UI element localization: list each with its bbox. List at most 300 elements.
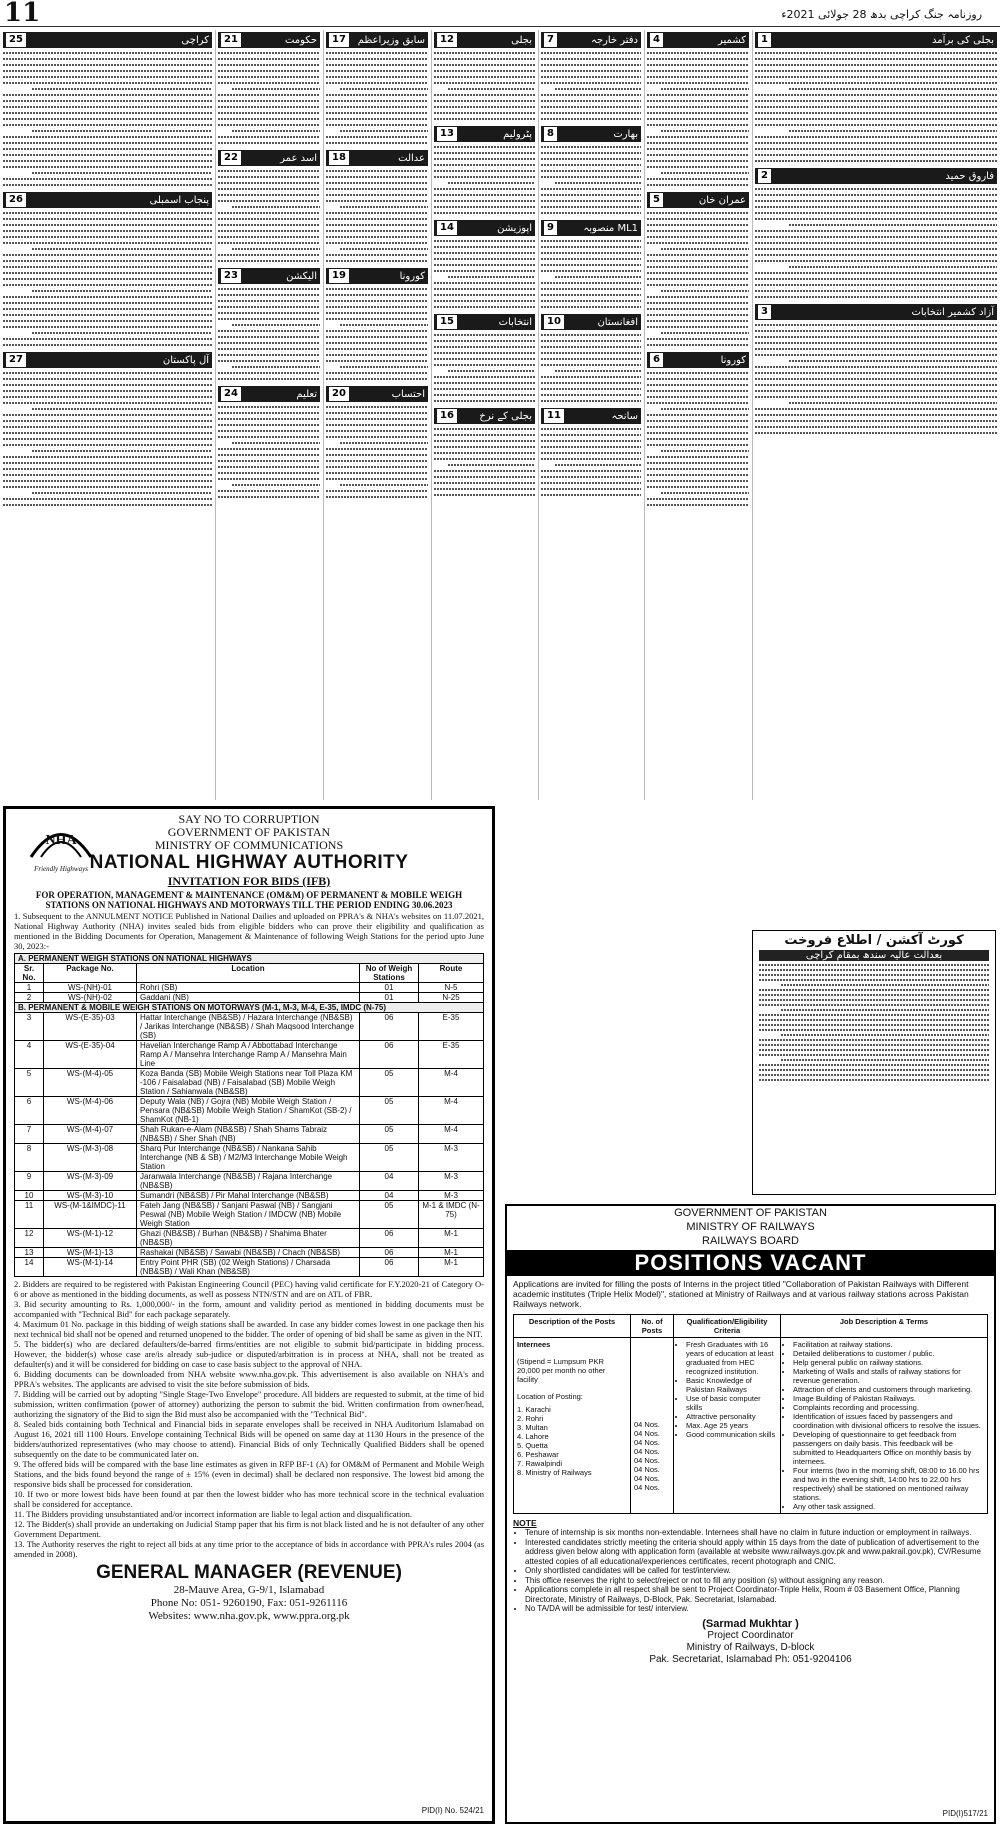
news-story — [3, 352, 212, 506]
story-number: 21 — [221, 33, 241, 47]
table-cell: WS-(M-4)-06 — [44, 1097, 137, 1125]
table-row — [15, 1144, 484, 1172]
nha-logo-text: NHA — [45, 833, 77, 848]
post-stipend: (Stipend = Lumpsum PKR 20,000 per month no other facility — [517, 1357, 606, 1384]
story-heading — [3, 192, 212, 208]
table-cell: 13 — [15, 1248, 44, 1258]
post-description-cell — [514, 1338, 631, 1514]
job-term-item: • Facilitation at railway stations. — [793, 1340, 984, 1349]
table-cell: 14 — [15, 1258, 44, 1277]
post-count-cell — [631, 1338, 674, 1514]
ifb-clause: 8. Sealed bids containing both Technical and Financial bids in separate envelopes shall be received in NHA Auditorium Islamabad on August 16, 2021 till 1100 Hours. Envelope containing Technical Bids will be opened on same day at 1130 Hours in the presence of the bidders/authorized representatives (who may choose to attend). Financial Bids of only Technically Qualified Bidders shall be opened subsequently on the date to be communicated later on. — [14, 1419, 484, 1459]
story-heading — [434, 126, 535, 142]
story-heading — [434, 220, 535, 236]
story-title: پنجاب اسمبلی — [149, 194, 209, 206]
table-cell: M-3 — [419, 1191, 484, 1201]
story-title: بجلی کے نرخ — [479, 410, 532, 422]
story-heading — [541, 126, 641, 142]
story-text — [326, 52, 428, 144]
table-cell: Shah Rukan-e-Alam (NB&SB) / Shah Shams Tabraiz (NB&SB) / Sher Shah (NB) — [137, 1125, 360, 1144]
story-number: 16 — [437, 409, 457, 423]
story-title: احتساب — [391, 388, 425, 400]
table-cell: Jaranwala Interchange (NB&SB) / Rajana Interchange (NB&SB) — [137, 1172, 360, 1191]
table-cell: M-1 — [419, 1258, 484, 1277]
ifb-subtitle: FOR OPERATION, MANAGEMENT & MAINTENANCE (OM&M) OF PERMANENT & MOBILE WEIGH STATIONS ON NATIONAL HIGHWAYS AND MOTORWAYS TILL THE PERIOD ENDING 30.06.2023 — [35, 890, 463, 910]
table-cell: 05 — [360, 1144, 419, 1172]
urdu-column — [644, 30, 753, 800]
location-item: 5. Quetta — [517, 1441, 548, 1450]
note-item: • This office reserves the right to select/reject or not to fill any position (s) without assigning any reason. — [525, 1576, 986, 1586]
positions-vacant-banner: POSITIONS VACANT — [507, 1250, 994, 1276]
sign-line-3: Pak. Secretariat, Islamabad Ph: 051-9204106 — [649, 1653, 852, 1665]
urdu-column — [215, 30, 324, 800]
story-text — [434, 146, 535, 214]
story-text — [541, 240, 641, 308]
note-item: • Only shortlisted candidates will be called for test/interview. — [525, 1566, 986, 1576]
story-text — [647, 372, 749, 506]
table-row — [15, 1191, 484, 1201]
story-title: آل پاکستان — [162, 354, 209, 366]
story-text — [3, 372, 212, 506]
railways-signature-block — [507, 1618, 994, 1666]
ifb-clause: 11. The Bidders providing unsubstantiated and/or incorrect information are liable to legal action and disqualification. — [14, 1509, 412, 1519]
table-row — [15, 1172, 484, 1191]
nha-pid: PID(I) No. 524/21 — [421, 1806, 484, 1815]
story-number: 3 — [758, 305, 771, 319]
news-story — [541, 314, 641, 402]
qualification-item: • Basic Knowledge of Pakistan Railways — [686, 1376, 777, 1394]
table-cell: 2 — [15, 993, 44, 1003]
job-term-item: • Any other task assigned. — [793, 1502, 984, 1511]
story-text — [647, 52, 749, 186]
table-cell: N-25 — [419, 993, 484, 1003]
table-row — [15, 993, 484, 1003]
table-cell: WS-(M-3)-08 — [44, 1144, 137, 1172]
railways-line-1: GOVERNMENT OF PAKISTAN — [674, 1207, 827, 1219]
story-title: الیکشن — [286, 270, 317, 282]
table-cell: 04 — [360, 1191, 419, 1201]
story-text — [434, 52, 535, 120]
col-job-description: Job Description & Terms — [781, 1315, 988, 1338]
table-cell: WS-(M-1)-13 — [44, 1248, 137, 1258]
story-number: 27 — [6, 353, 26, 367]
table-cell: 01 — [360, 983, 419, 993]
note-item: • Applications complete in all respect shall be sent to Project Coordinator-Triple Helix, Room # 03 Basement Office, Planning Directorate, Ministry of Railways, D-Block, Pak. Secretariat, Islamabad. — [525, 1585, 986, 1604]
table-cell: 7 — [15, 1125, 44, 1144]
story-text — [218, 288, 320, 380]
table-row — [15, 1248, 484, 1258]
story-heading — [541, 32, 641, 48]
table-cell: WS-(NH)-01 — [44, 983, 137, 993]
col-description: Description of the Posts — [514, 1315, 631, 1338]
story-heading — [326, 268, 428, 284]
location-posts: 04 Nos. — [634, 1483, 660, 1492]
table-cell: Rohri (SB) — [137, 983, 360, 993]
table-cell: Havelian Interchange Ramp A / Abbottabad Interchange Ramp A / Mansehra Interchange Ramp A / Mansehra Main Line — [137, 1041, 360, 1069]
story-text — [755, 52, 997, 162]
table-cell: M-3 — [419, 1144, 484, 1172]
story-heading — [755, 168, 997, 184]
col-route: Route — [419, 964, 484, 983]
table-cell: 06 — [360, 1248, 419, 1258]
story-number: 4 — [650, 33, 663, 47]
note-title: NOTE — [513, 1518, 537, 1528]
news-story — [3, 32, 212, 186]
news-story — [647, 352, 749, 506]
court-title: کورٹ آکشن / اطلاع فروخت — [784, 933, 964, 948]
nha-phone-line: Phone No: 051- 9260190, Fax: 051-9261116 — [150, 1597, 348, 1609]
location-label: Location of Posting: — [517, 1392, 583, 1401]
table-cell: WS-(M-1&IMDC)-11 — [44, 1201, 137, 1229]
story-heading — [755, 32, 997, 48]
table-cell: WS-(M-3)-09 — [44, 1172, 137, 1191]
story-heading — [218, 32, 320, 48]
table-row — [15, 1125, 484, 1144]
col-sr: Sr. No. — [15, 964, 44, 983]
story-title: تعلیم — [296, 388, 317, 400]
note-item: • Interested candidates strictly meeting the criteria should apply within 15 days from the date of publication of advertisement to the address given below along with application form (available at website www.railways.gov.pk and www.pakrail.gov.pk), CV/Resume attested copies of all educational/experiences certificates, recent photograph and CNIC. — [525, 1538, 986, 1567]
qualification-item: • Fresh Graduates with 16 years of education at least graduated from HEC recognized institution. — [686, 1340, 777, 1376]
court-subtitle: بعدالت عالیہ سندھ بمقام کراچی — [759, 950, 989, 961]
story-number: 1 — [758, 33, 771, 47]
job-term-item: • Identification of issues faced by passengers and coordination with divisional officers to resolve the issues. — [793, 1412, 984, 1430]
table-row — [15, 1201, 484, 1229]
railways-positions-vacant-ad — [505, 1204, 996, 1824]
story-title: کشمیر — [718, 34, 746, 46]
story-text — [755, 324, 997, 434]
nha-address — [6, 1584, 492, 1623]
news-story — [755, 304, 997, 434]
news-story — [434, 314, 535, 402]
story-heading — [541, 408, 641, 424]
story-title: پٹرولیم — [503, 128, 532, 140]
news-story — [326, 150, 428, 262]
story-heading — [3, 32, 212, 48]
ifb-clause: 10. If two or more lowest bids have been found at par then the lowest bidder who has more technical score in the technical evaluation shall be considered for acceptance. — [14, 1489, 484, 1509]
news-story — [218, 150, 320, 262]
story-title: بجلی کی برآمد — [931, 34, 994, 46]
story-number: 9 — [544, 221, 557, 235]
table-cell: E-35 — [419, 1041, 484, 1069]
railways-signatory: (Sarmad Mukhtar ) — [702, 1617, 799, 1630]
table-cell: M-1 — [419, 1229, 484, 1248]
story-title: کورونا — [399, 270, 425, 282]
table-cell: 4 — [15, 1041, 44, 1069]
table-cell: Rashakai (NB&SB) / Sawabi (NB&SB) / Chach (NB&SB) — [137, 1248, 360, 1258]
table-cell: M-1 & IMDC (N-75) — [419, 1201, 484, 1229]
railways-header — [507, 1206, 994, 1248]
location-posts: 04 Nos. — [634, 1420, 660, 1429]
table-row — [15, 1229, 484, 1248]
nha-address-line: 28-Mauve Area, G-9/1, Islamabad — [173, 1584, 325, 1596]
table-cell: 12 — [15, 1229, 44, 1248]
news-story — [326, 386, 428, 498]
story-heading — [434, 314, 535, 330]
news-story — [434, 408, 535, 496]
story-text — [326, 170, 428, 262]
news-story — [326, 268, 428, 380]
story-title: افغانستان — [597, 316, 638, 328]
col-qualification: Qualification/Eligibility Criteria — [674, 1315, 781, 1338]
story-heading — [541, 314, 641, 330]
table-cell: WS-(E-35)-04 — [44, 1041, 137, 1069]
story-title: انتخابات — [498, 316, 532, 328]
story-number: 10 — [544, 315, 564, 329]
ifb-clause: 4. Maximum 01 No. package in this bidding of weigh stations shall be awarded. In case any bidder comes lowest in one package then his next technical bid shall not be opened and returned unopened to the bidder. The order of opening of bid shall be same as given in the NIT. — [14, 1319, 484, 1339]
story-number: 20 — [329, 387, 349, 401]
news-story — [326, 32, 428, 144]
railways-intro: Applications are invited for filling the posts of Interns in the project titled "Collaboration of Pakistan Railways with Different academic institutes (Triple Helix Model)", stationed at Ministry of Railways and at various railway stations across Pakistan Railways network. — [513, 1279, 969, 1309]
table-row — [15, 983, 484, 993]
table-cell: WS-(E-35)-03 — [44, 1013, 137, 1041]
story-heading — [326, 150, 428, 166]
job-term-item: • Help general public on railway stations. — [793, 1358, 984, 1367]
table-cell: 5 — [15, 1069, 44, 1097]
nha-line-1: SAY NO TO CORRUPTION — [178, 812, 320, 826]
story-text — [434, 428, 535, 496]
nha-logo — [16, 817, 106, 877]
story-heading — [541, 220, 641, 236]
railways-line-2: MINISTRY OF RAILWAYS — [686, 1221, 815, 1233]
story-title: کراچی — [181, 34, 209, 46]
news-story — [218, 268, 320, 380]
news-story — [218, 386, 320, 498]
post-title: Internees — [517, 1340, 551, 1349]
story-number: 13 — [437, 127, 457, 141]
story-number: 22 — [221, 151, 241, 165]
urdu-column — [538, 30, 645, 800]
notes-list — [507, 1528, 994, 1614]
table-cell: 05 — [360, 1069, 419, 1097]
location-item: 2. Rohri — [517, 1414, 544, 1423]
table-cell: 05 — [360, 1125, 419, 1144]
job-terms-list — [784, 1340, 984, 1511]
story-text — [755, 188, 997, 298]
table-row — [15, 1013, 484, 1041]
table-cell: 3 — [15, 1013, 44, 1041]
table-cell: WS-(M-4)-05 — [44, 1069, 137, 1097]
table-cell: 10 — [15, 1191, 44, 1201]
ifb-clause: 9. The offered bids will be compared with the base line estimates as given in RFP BF-1 (A) for OM&M of Permanent and Mobile Weigh Stations, and the bids found beyond the range of ± 15% (even in decimal) shall be declared non responsive. The lowest bid among the responsive bids shall be processed for consideration. — [14, 1459, 484, 1489]
location-posts: 04 Nos. — [634, 1447, 660, 1456]
qualification-list — [677, 1340, 777, 1439]
story-text — [326, 288, 428, 380]
table-cell: M-4 — [419, 1069, 484, 1097]
table-row — [15, 1258, 484, 1277]
urdu-column — [752, 30, 1000, 690]
story-number: 12 — [437, 33, 457, 47]
urdu-news-area — [0, 30, 1000, 800]
nha-line-3: MINISTRY OF COMMUNICATIONS — [154, 838, 344, 852]
table-cell: 11 — [15, 1201, 44, 1229]
job-term-item: • Four interns (two in the morning shift, 08:00 to 16.00 hrs and two in the evening shift, 14:00 hrs to 22.00 hrs respectively) shall be stationed on mentioned railway stations. — [793, 1466, 984, 1502]
table-cell: 04 — [360, 1172, 419, 1191]
news-story — [541, 32, 641, 120]
story-number: 11 — [544, 409, 564, 423]
job-term-item: • Image Building of Pakistan Railways. — [793, 1394, 984, 1403]
news-story — [218, 32, 320, 144]
ifb-intro: 1. Subsequent to the ANNULMENT NOTICE Published in National Dailies and uploaded on PPRA's & NHA's websites on 11.07.2021, National Highway Authority (NHA) invites sealed bids from eligible bidders who can prove their eligibility and qualification as mentioned in the Bidding Documents for Operation, Management & Maintenance of following Weigh Stations for the period upto June 30, 2023:- — [14, 911, 484, 951]
col-posts: No. of Posts — [631, 1315, 674, 1338]
story-number: 5 — [650, 193, 663, 207]
news-story — [755, 168, 997, 298]
col-package: Package No. — [44, 964, 137, 983]
location-posts: 04 Nos. — [634, 1438, 660, 1447]
table-cell: WS-(M-3)-10 — [44, 1191, 137, 1201]
table-cell: 05 — [360, 1097, 419, 1125]
qualification-item: • Attractive personality — [686, 1412, 777, 1421]
urdu-column — [0, 30, 216, 800]
location-item: 8. Ministry of Railways — [517, 1468, 592, 1477]
table-cell: Entry Point PHR (SB) (02 Weigh Stations) / Charsada (NB&SB) / Wali Khan (NB&SB) — [137, 1258, 360, 1277]
story-text — [647, 212, 749, 346]
job-term-item: • Attraction of clients and customers through marketing. — [793, 1385, 984, 1394]
location-item: 6. Peshawar — [517, 1450, 559, 1459]
story-heading — [755, 304, 997, 320]
section-a-title: A. PERMANENT WEIGH STATIONS ON NATIONAL HIGHWAYS — [15, 954, 484, 964]
note-item: • No TA/DA will be admissible for test/ interview. — [525, 1604, 986, 1614]
table-cell: M-4 — [419, 1125, 484, 1144]
story-title: حکومت — [284, 34, 317, 46]
news-story — [434, 32, 535, 120]
job-terms-cell — [781, 1338, 988, 1514]
news-story — [541, 126, 641, 214]
qualification-item: • Max. Age 25 years — [686, 1421, 777, 1430]
story-title: فاروق حمید — [945, 170, 994, 182]
urdu-column — [431, 30, 539, 800]
masthead: روزنامہ جنگ کراچی بدھ 28 جولائی 2021ء — [781, 8, 982, 21]
table-cell: M-3 — [419, 1172, 484, 1191]
table-cell: Ghazi (NB&SB) / Burhan (NB&SB) / Shahima Bhater (NB&SB) — [137, 1229, 360, 1248]
story-text — [541, 334, 641, 402]
story-title: بجلی — [511, 34, 532, 46]
story-heading — [434, 408, 535, 424]
railways-pid: PID(I)517/21 — [942, 1809, 988, 1818]
story-text — [3, 52, 212, 186]
table-cell: Sumandri (NB&SB) / Pir Mahal Interchange (NB&SB) — [137, 1191, 360, 1201]
table-cell: 9 — [15, 1172, 44, 1191]
ifb-clause: 3. Bid security amounting to Rs. 1,000,000/- in the form, amount and validity period as mentioned in bidding documents must be accompanied with "Technical Bid" for each package separately. — [14, 1299, 484, 1319]
table-cell: 1 — [15, 983, 44, 993]
table-cell: WS-(M-1)-12 — [44, 1229, 137, 1248]
page-header — [0, 0, 1000, 27]
table-cell: Koza Banda (SB) Mobile Weigh Stations near Toll Plaza KM -106 / Faisalabad (NB) / Faisalabad (SB) Mobile Weigh Station / Sahianwala (NB&SB) — [137, 1069, 360, 1097]
table-cell: 01 — [360, 993, 419, 1003]
story-heading — [218, 268, 320, 284]
table-cell: M-4 — [419, 1097, 484, 1125]
table-cell: WS-(M-1)-14 — [44, 1258, 137, 1277]
table-cell: Gaddani (NB) — [137, 993, 360, 1003]
ifb-clause: 2. Bidders are required to be registered with Pakistan Engineering Council (PEC) having valid certificate for F.Y.2020-21 of Category O-6 or above as mentioned in the bidding documents, as well as possess NTN/STN and are on ATL of FBR. — [14, 1279, 484, 1299]
table-cell: M-1 — [419, 1248, 484, 1258]
location-item: 7. Rawalpindi — [517, 1459, 563, 1468]
table-cell: N-5 — [419, 983, 484, 993]
ifb-clause: 13. The Authority reserves the right to reject all bids at any time prior to the acceptance of bids in accordance with PPRA's rules 2004 (as amended in 2008). — [14, 1539, 484, 1559]
story-number: 18 — [329, 151, 349, 165]
story-title: بھارت — [613, 128, 638, 140]
news-story — [434, 220, 535, 308]
nha-logo-caption: Friendly Highways — [34, 865, 88, 873]
table-cell: 06 — [360, 1229, 419, 1248]
qualification-item: • Use of basic computer skills — [686, 1394, 777, 1412]
table-cell: 06 — [360, 1013, 419, 1041]
job-term-item: • Complaints recording and processing. — [793, 1403, 984, 1412]
story-title: دفتر خارجہ — [590, 34, 638, 46]
nha-signatory: GENERAL MANAGER (REVENUE) — [96, 1562, 402, 1583]
table-cell: 05 — [360, 1201, 419, 1229]
story-heading — [647, 352, 749, 368]
sign-line-1: Project Coordinator — [707, 1629, 794, 1641]
col-location: Location — [137, 964, 360, 983]
location-list — [517, 1405, 627, 1477]
nha-website-line: Websites: www.nha.gov.pk, www.ppra.org.pk — [148, 1610, 350, 1622]
table-row — [15, 1041, 484, 1069]
location-item: 1. Karachi — [517, 1405, 551, 1414]
story-text — [434, 334, 535, 402]
job-term-item: • Marketing of Walls and stalls of railway stations for revenue generation. — [793, 1367, 984, 1385]
story-heading — [647, 192, 749, 208]
table-cell: E-35 — [419, 1013, 484, 1041]
story-text — [434, 240, 535, 308]
table-cell: 6 — [15, 1097, 44, 1125]
story-number: 26 — [6, 193, 26, 207]
qualification-cell — [674, 1338, 781, 1514]
nha-ifb-advertisement — [3, 806, 495, 1824]
table-cell: 06 — [360, 1258, 419, 1277]
story-number: 6 — [650, 353, 663, 367]
location-item: 4. Lahore — [517, 1432, 549, 1441]
table-cell: Sharq Pur Interchange (NB&SB) / Nankana Sahib Interchange (NB & SB) / M2/M3 Interchange Mobile Weigh Station — [137, 1144, 360, 1172]
story-text — [326, 406, 428, 498]
col-weigh-stations: No of Weigh Stations — [360, 964, 419, 983]
table-cell: Hattar Interchange (NB&SB) / Hazara Interchange (NB&SB) / Jarikas Interchange (NB&SB) / Shah Maqsood Interchange (SB) — [137, 1013, 360, 1041]
story-heading — [326, 32, 428, 48]
story-text — [541, 52, 641, 120]
story-heading — [434, 32, 535, 48]
nha-name: NATIONAL HIGHWAY AUTHORITY — [89, 852, 409, 873]
story-number: 7 — [544, 33, 557, 47]
news-story — [434, 126, 535, 214]
story-text — [218, 406, 320, 498]
story-number: 8 — [544, 127, 557, 141]
location-posts: 04 Nos. — [634, 1465, 660, 1474]
story-text — [3, 212, 212, 346]
job-term-item: • Developing of questionnaire to get feedback from passengers on daily basis. This feedback will be submitted to Headquarters Office on monthly basis by internees. — [793, 1430, 984, 1466]
ifb-title: INVITATION FOR BIDS (IFB) — [167, 874, 331, 888]
story-heading — [647, 32, 749, 48]
news-story — [755, 32, 997, 162]
location-posts: 04 Nos. — [634, 1456, 660, 1465]
story-title: سابق وزیراعظم — [357, 34, 425, 46]
news-story — [647, 192, 749, 346]
railways-line-3: RAILWAYS BOARD — [702, 1235, 799, 1247]
location-posts: 04 Nos. — [634, 1429, 660, 1438]
sign-line-2: Ministry of Railways, D-block — [686, 1641, 815, 1653]
job-term-item: • Detailed deliberations to customer / public. — [793, 1349, 984, 1358]
note-item: • Tenure of internship is six months non-extendable. Internees shall have no claim in future induction or employment in railways. — [525, 1528, 986, 1538]
story-number: 19 — [329, 269, 349, 283]
story-text — [541, 428, 641, 496]
story-title: عمران خان — [698, 194, 746, 206]
table-cell: WS-(M-4)-07 — [44, 1125, 137, 1144]
table-cell: Deputy Wala (NB) / Gojra (NB) Mobile Weigh Station / Pensara (NB&SB) Mobile Weigh Station / ShamKot (SB-2) / ShamKot (NB-1) — [137, 1097, 360, 1125]
ifb-clauses — [6, 1279, 492, 1559]
ifb-clause: 5. The bidder(s) who are declared defaulters/de-barred firms/entities are not eligible to submit bid/participate in bidding process. However, the bidder(s) whose case are/is already sub-judice or disputed/arbitration is in process at NHA, shall not be treated as defaulter(s) and it will be considered for bidding on case to case basis subject to the approval of NHA. — [14, 1339, 484, 1369]
story-heading — [3, 352, 212, 368]
story-title: کورونا — [720, 354, 746, 366]
section-b-title: B. PERMANENT & MOBILE WEIGH STATIONS ON MOTORWAYS (M-1, M-3, M-4, E-35, IMDC (N-75) — [15, 1003, 484, 1013]
table-cell: 06 — [360, 1041, 419, 1069]
